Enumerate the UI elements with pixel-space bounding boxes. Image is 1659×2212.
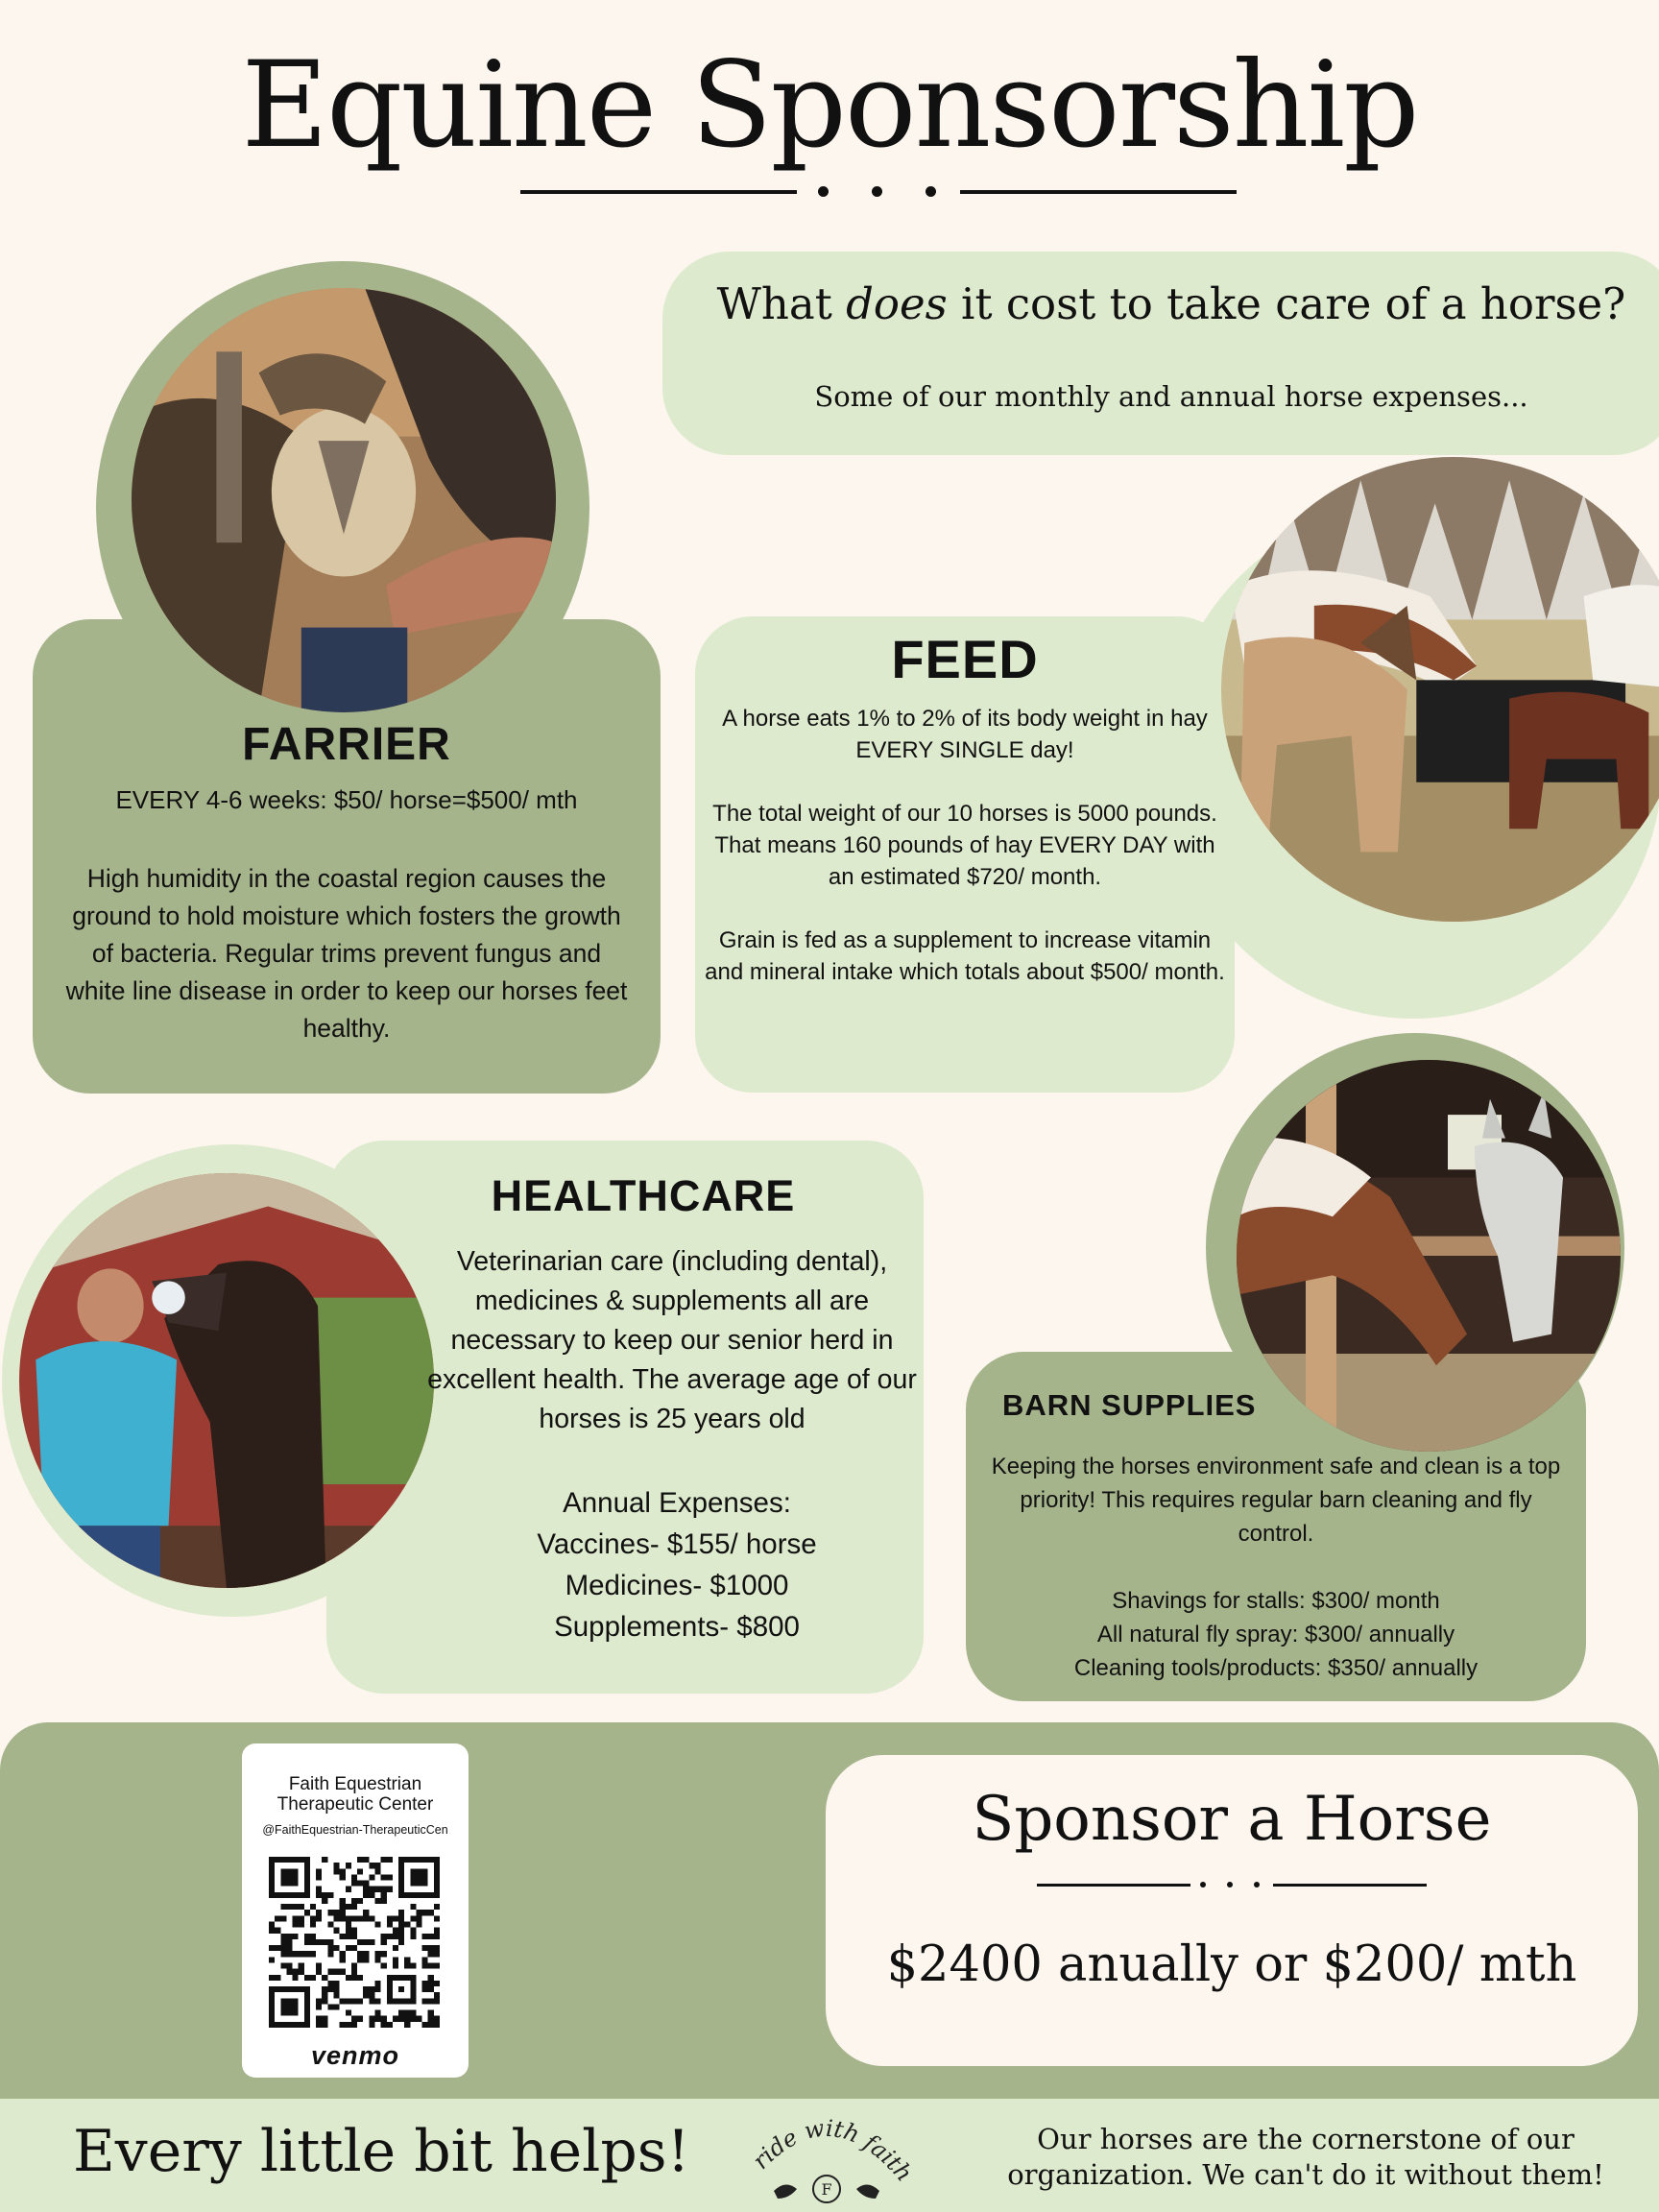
page-title: Equine Sponsorship [241, 36, 1418, 175]
feed-heading: FEED [891, 629, 1039, 689]
intro-question-start: What [716, 278, 847, 329]
healthcare-description: Veterinarian care (including dental), medicines & supplements all are necessary to keep our senior herd in excellent health. The average age of our horses is 25 years old [427, 1246, 917, 1434]
sponsor-divider-dot [1200, 1882, 1206, 1887]
footer-closing: Our horses are the cornerstone of our organization. We can't do it without them! [1007, 2123, 1604, 2191]
healthcare-heading: HEALTHCARE [491, 1171, 796, 1220]
logo-letter: F [821, 2180, 832, 2199]
intro-subtitle: Some of our monthly and annual horse expenses... [814, 380, 1528, 413]
svg-text:I ride with faith [735, 2103, 918, 2187]
venmo-account-name: Faith Equestrian Therapeutic Center [276, 1774, 434, 1815]
annual-expenses-title: Annual Expenses: [563, 1487, 791, 1519]
feed-paragraph-3: Grain is fed as a supplement to increase vitamin and mineral intake which totals about $500/ month. [705, 927, 1225, 985]
farrier-description: High humidity in the coastal region causes the ground to hold moisture which fosters the growth of bacteria. Regular trims prevent fungus and white line disease in order to keep our horses feet healthy. [65, 864, 628, 1043]
title-divider-dot [872, 186, 882, 197]
vaccines-cost: Vaccines- $155/ horse [537, 1528, 817, 1560]
sponsor-title: Sponsor a Horse [972, 1784, 1492, 1855]
logo-arc-text: ride with faith [747, 2114, 918, 2187]
horse-hoof-photo [132, 288, 556, 712]
venmo-logo: venmo [310, 2041, 400, 2070]
feed-paragraph-1: A horse eats 1% to 2% of its body weight in hay EVERY SINGLE day! [722, 706, 1208, 763]
feed-description [705, 703, 1225, 988]
sponsor-divider-dot [1254, 1882, 1260, 1887]
intro-question-emphasis: does [846, 278, 948, 329]
qr-code-icon[interactable] [269, 1857, 440, 2028]
healthcare-annual-expenses [403, 1482, 950, 1647]
horses-eating-photo [1221, 457, 1659, 922]
barn-description [966, 1450, 1586, 1685]
title-divider-dot [818, 186, 829, 197]
title-divider-right [960, 190, 1237, 194]
title-divider-left [520, 190, 797, 194]
farrier-schedule: EVERY 4-6 weeks: $50/ horse=$500/ mth [115, 785, 578, 814]
barn-heading: BARN SUPPLIES [1002, 1388, 1257, 1422]
intro-question [662, 278, 1659, 329]
medicines-cost: Medicines- $1000 [565, 1570, 789, 1601]
venmo-handle: @FaithEquestrian-TherapeuticCen [262, 1823, 448, 1837]
vet-exam-photo [19, 1173, 434, 1588]
sponsor-price: $2400 anually or $200/ mth [886, 1936, 1577, 1993]
i-ride-with-faith-logo [735, 2103, 918, 2210]
cleaning-cost: Cleaning tools/products: $350/ annually [1073, 1655, 1479, 1681]
sponsor-divider-dot [1227, 1882, 1233, 1887]
supplements-cost: Supplements- $800 [554, 1611, 800, 1643]
footer-slogan: Every little bit helps! [73, 2118, 690, 2185]
title-divider-dot [926, 186, 936, 197]
horses-in-stall-photo [1237, 1060, 1621, 1452]
fly-spray-cost: All natural fly spray: $300/ annually [1096, 1622, 1455, 1647]
shavings-cost: Shavings for stalls: $300/ month [1112, 1588, 1440, 1614]
intro-question-end: it cost to take care of a horse? [947, 278, 1626, 329]
sponsor-divider-right [1273, 1884, 1427, 1887]
barn-paragraph: Keeping the horses environment safe and clean is a top priority! This requires regular barn cleaning and fly control. [991, 1454, 1561, 1547]
farrier-heading: FARRIER [242, 719, 451, 770]
feed-paragraph-2: The total weight of our 10 horses is 5000 pounds. That means 160 pounds of hay EVERY DAY with an estimated $720/ month. [712, 801, 1217, 890]
sponsor-divider-left [1037, 1884, 1190, 1887]
